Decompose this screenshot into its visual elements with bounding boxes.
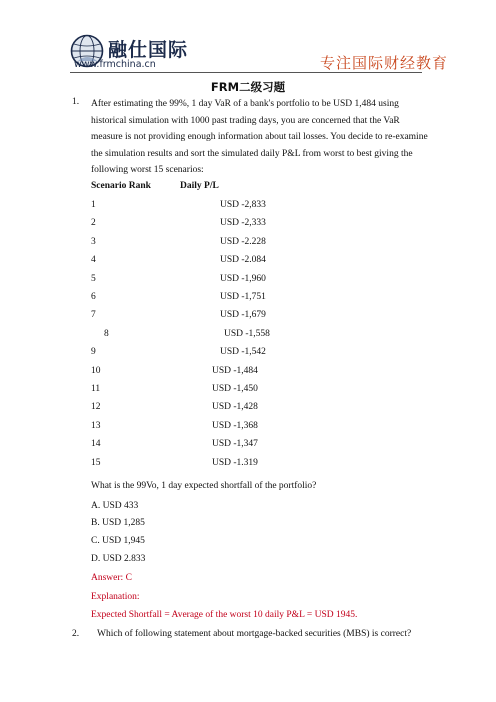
scenario-daily-pl: USD -2,833 (220, 200, 266, 210)
page-header (0, 0, 496, 76)
scenario-daily-pl: USD -1,368 (212, 420, 258, 431)
scenario-daily-pl: USD -1,484 (212, 365, 258, 376)
explanation-label: Explanation: (91, 592, 140, 602)
scenario-rank: 7 (91, 310, 96, 321)
question-2-text: Which of following statement about mortgage-backed securities (MBS) is correct? (97, 629, 412, 639)
scenario-rank: 11 (91, 384, 101, 394)
scenario-rank: 2 (91, 218, 96, 229)
scenario-rank: 4 (91, 255, 96, 266)
scenario-daily-pl: USD -1,679 (220, 310, 266, 321)
scenario-rank: 9 (91, 347, 96, 358)
scenario-rank: 15 (91, 457, 101, 468)
option-a: A. USD 433 (91, 501, 139, 511)
scenario-daily-pl: USD -2.084 (220, 255, 266, 266)
question-2-number: 2. (72, 629, 80, 639)
scenario-rank: 1 (91, 200, 96, 210)
brand-url: www.frmchina.cn (74, 59, 156, 70)
question-1-text: After estimating the 99%, 1 day VaR of a bank's portfolio to be USD 1,484 using historical simulation with 1000 past trading days, you are concerned that the VaR measure is not providing enough information about tail losses. You decide to re-examine the simulation results and sort the simulated daily P&L from worst to best giving the following worst 15 scenarios: (91, 99, 428, 176)
scenario-rank: 12 (91, 402, 101, 413)
scenario-daily-pl: USD -1,751 (220, 292, 266, 302)
scenario-daily-pl: USD -1,960 (220, 273, 266, 284)
scenario-daily-pl: USD -1,542 (220, 347, 266, 358)
scenario-rank: 5 (91, 273, 96, 284)
scenario-daily-pl: USD -1,428 (212, 402, 258, 413)
scenario-daily-pl: USD -1.319 (212, 457, 258, 468)
scenario-rank: 10 (91, 365, 101, 376)
page-title: FRM二级习题 (210, 80, 286, 94)
scenario-daily-pl: USD -1,450 (212, 384, 258, 394)
scenario-rank: 13 (91, 420, 101, 431)
scenario-rank: 6 (91, 292, 96, 302)
option-b: B. USD 1,285 (91, 518, 145, 528)
header-slogan: 专注国际财经教育 (320, 54, 449, 72)
option-c: C. USD 1,945 (91, 536, 145, 546)
option-d: D. USD 2.833 (91, 554, 146, 564)
table-header-rank: Scenario Rank (91, 181, 151, 191)
scenario-rank: 14 (91, 439, 101, 450)
scenario-daily-pl: USD -1,347 (212, 439, 258, 450)
scenario-daily-pl: USD -2.228 (220, 236, 266, 247)
question-1-prompt: What is the 99Vo, 1 day expected shortfall of the portfolio? (91, 481, 317, 491)
scenario-daily-pl: USD -1,558 (224, 328, 270, 339)
brand-name: 融仕国际 (108, 39, 189, 61)
explanation-text: Expected Shortfall = Average of the worst 10 daily P&L = USD 1945. (91, 610, 358, 620)
question-1-number: 1. (72, 97, 80, 107)
scenario-rank: 3 (91, 236, 96, 247)
header-divider (70, 72, 422, 73)
table-header-pl: Daily P/L (180, 181, 219, 191)
answer-label: Answer: C (91, 573, 132, 583)
scenario-daily-pl: USD -2,333 (220, 218, 266, 229)
scenario-rank: 8 (104, 328, 109, 339)
